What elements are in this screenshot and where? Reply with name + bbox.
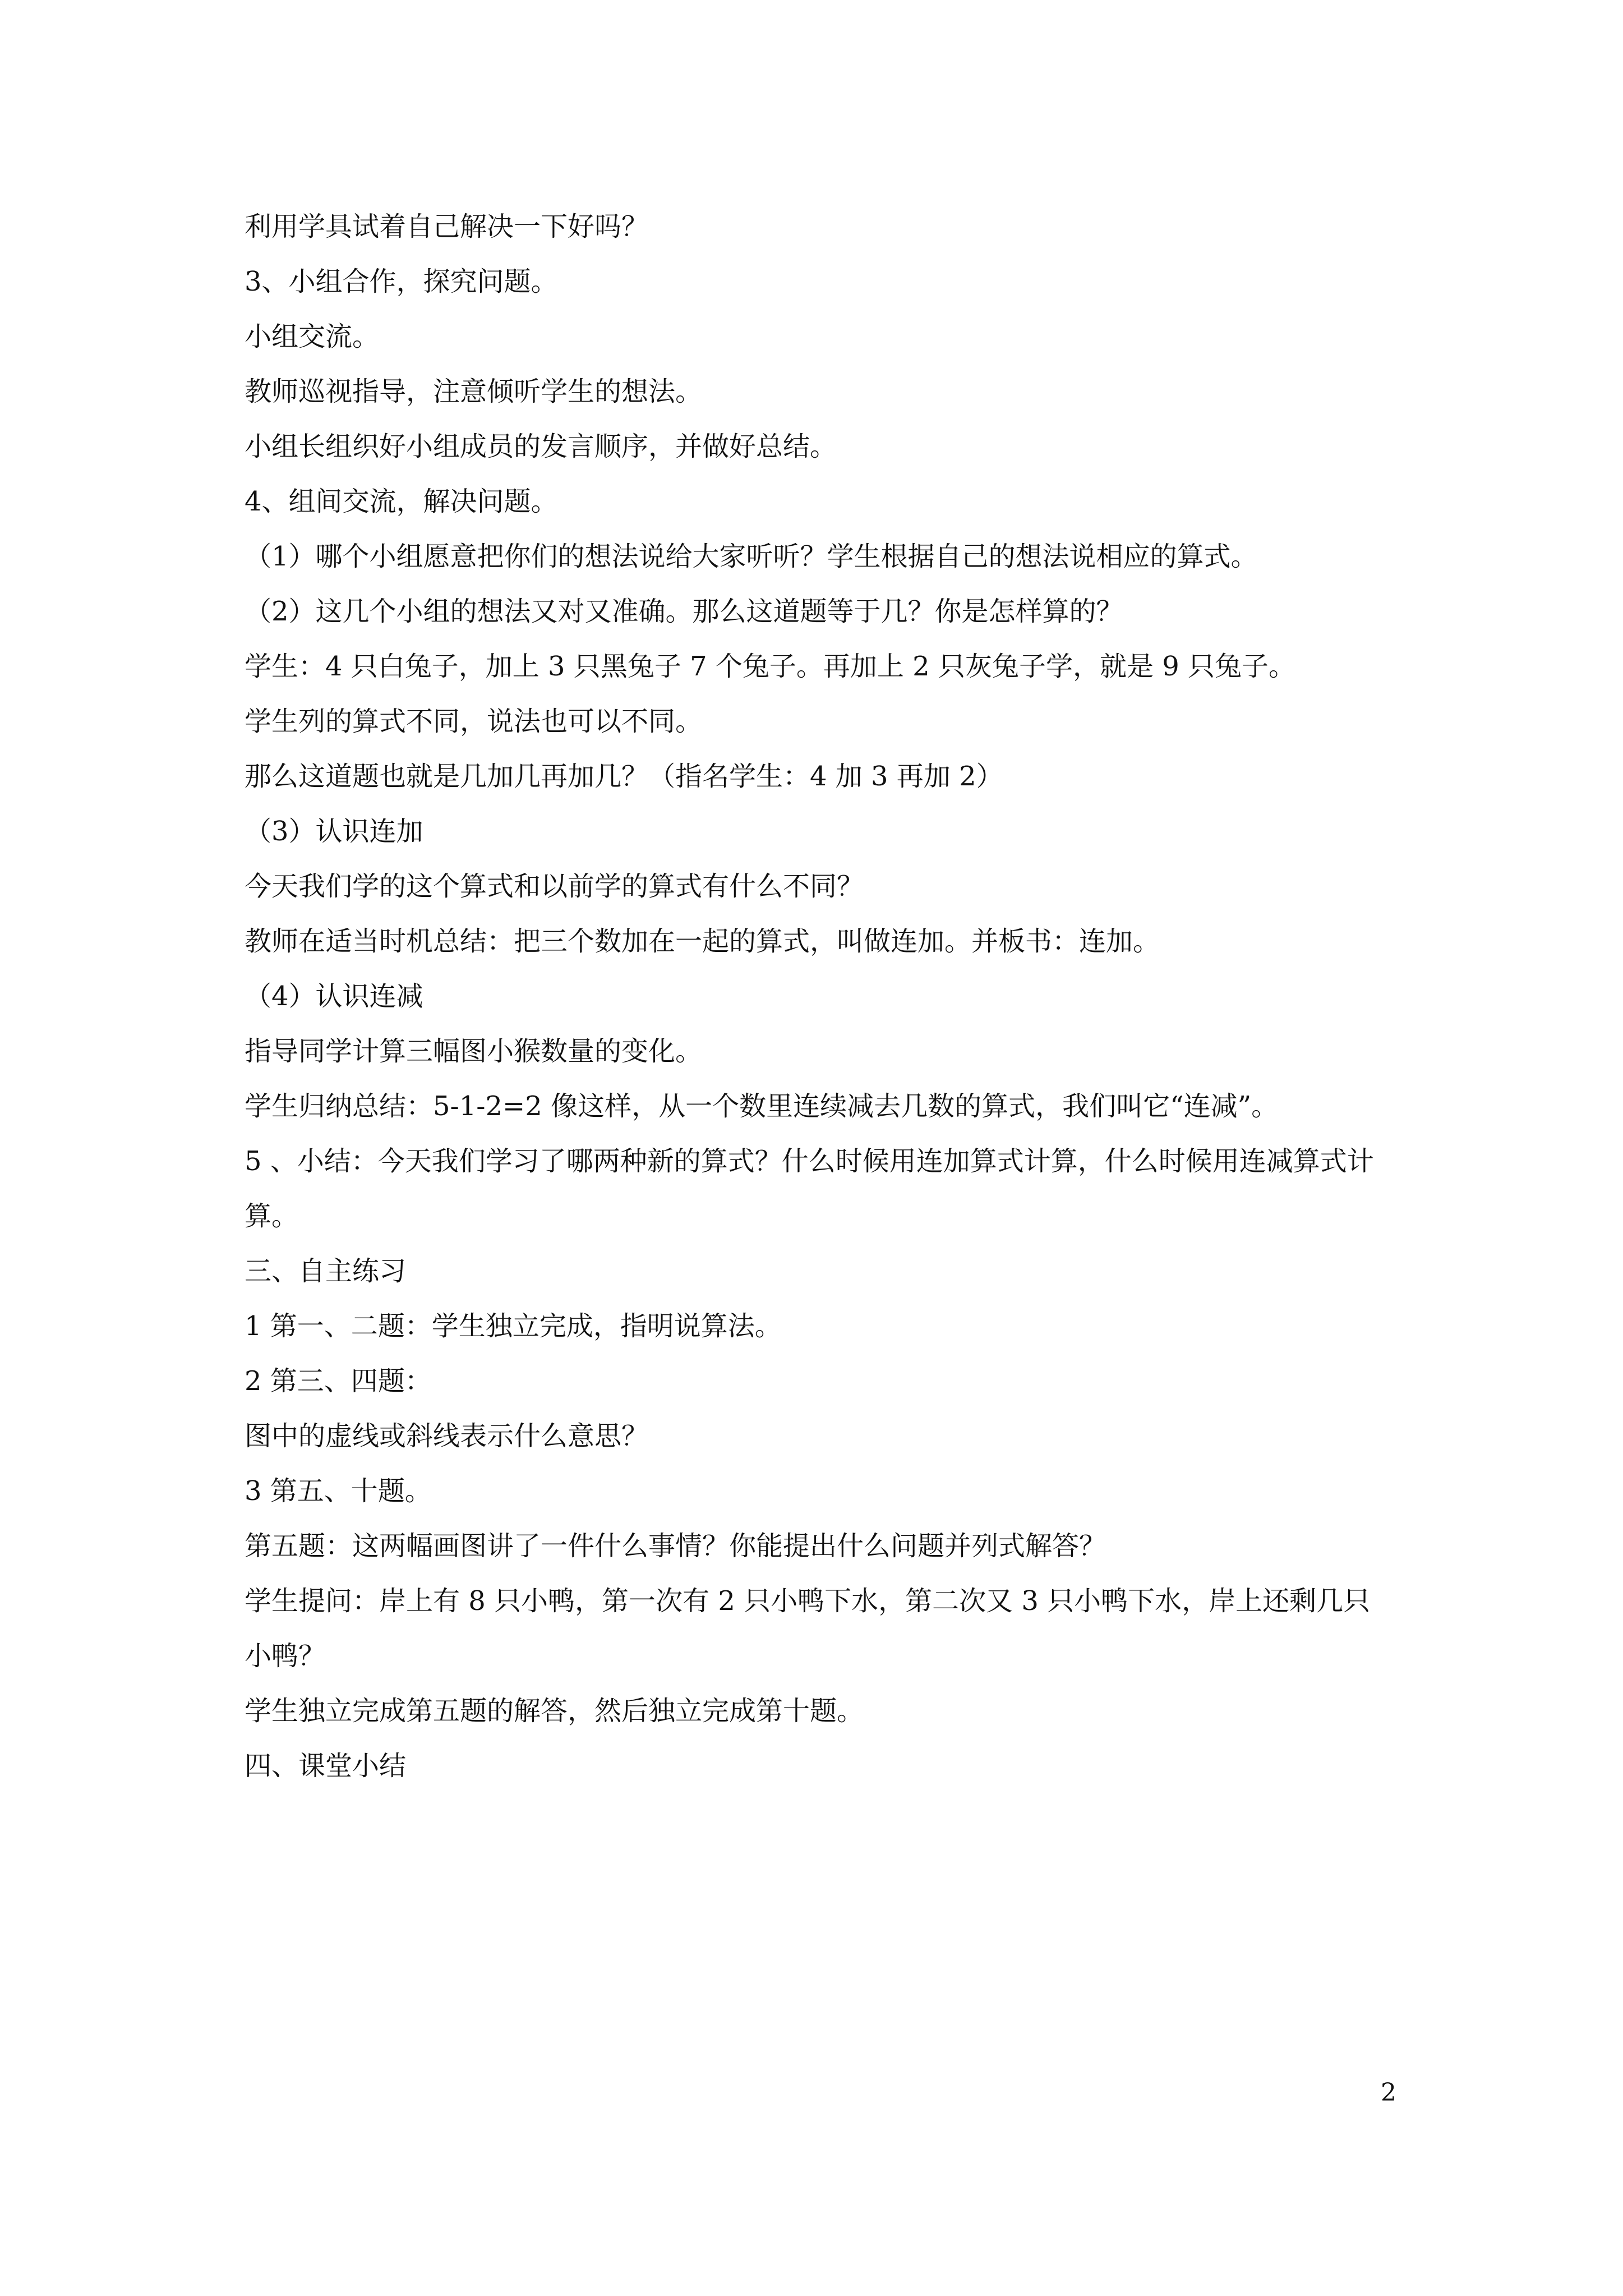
section-heading-3: 三、自主练习 [245, 1255, 407, 1287]
paragraph: 那么这道题也就是几加几再加几？（指名学生：4 加 3 再加 2） [245, 761, 1003, 792]
paragraph: 教师在适当时机总结：把三个数加在一起的算式，叫做连加。并板书：连加。 [245, 926, 1160, 957]
exercise-item-3: 3 第五、十题。 [245, 1475, 432, 1507]
paragraph: 学生提问：岸上有 8 只小鸭，第一次有 2 只小鸭下水，第二次又 3 只小鸭下水，岸上还剩几只小鸭？ [245, 1585, 1371, 1672]
paragraph: 小组长组织好小组成员的发言顺序，并做好总结。 [245, 431, 837, 462]
summary-paragraph: 5 、小结：今天我们学习了哪两种新的算式？什么时候用连加算式计算，什么时候用连减算式计算。 [245, 1145, 1374, 1232]
paragraph: 学生列的算式不同，说法也可以不同。 [245, 706, 703, 737]
paragraph: 图中的虚线或斜线表示什么意思？ [245, 1420, 649, 1452]
numbered-item-2: （2）这几个小组的想法又对又准确。那么这道题等于几？你是怎样算的？ [245, 596, 1123, 627]
step-heading-4: 4、组间交流，解决问题。 [245, 486, 558, 517]
page-number: 2 [1381, 2078, 1396, 2107]
paragraph: 学生归纳总结：5-1-2=2 像这样，从一个数里连续减去几数的算式，我们叫它“连减”。 [245, 1091, 1279, 1122]
exercise-item-1: 1 第一、二题：学生独立完成，指明说算法。 [245, 1310, 782, 1342]
paragraph: 学生：4 只白兔子，加上 3 只黑兔子 7 个兔子。再加上 2 只灰兔子学，就是 9 只兔子。 [245, 651, 1296, 682]
step-heading-3: 3、小组合作，探究问题。 [245, 266, 558, 297]
paragraph: 今天我们学的这个算式和以前学的算式有什么不同？ [245, 871, 864, 902]
paragraph-continued: 利用学具试着自己解决一下好吗？ [245, 211, 649, 242]
paragraph: 教师巡视指导，注意倾听学生的想法。 [245, 376, 703, 407]
document-body [245, 199, 1389, 1793]
exercise-item-2: 2 第三、四题： [245, 1365, 432, 1397]
section-heading-4: 四、课堂小结 [245, 1750, 407, 1782]
paragraph: 学生独立完成第五题的解答，然后独立完成第十题。 [245, 1695, 864, 1727]
paragraph: 指导同学计算三幅图小猴数量的变化。 [245, 1036, 703, 1067]
paragraph: 小组交流。 [245, 321, 380, 352]
numbered-item-1: （1）哪个小组愿意把你们的想法说给大家听听？学生根据自己的想法说相应的算式。 [245, 541, 1258, 572]
paragraph: 第五题：这两幅画图讲了一件什么事情？你能提出什么问题并列式解答？ [245, 1530, 1106, 1562]
numbered-item-3: （3）认识连加 [245, 816, 423, 847]
numbered-item-4: （4）认识连减 [245, 981, 423, 1012]
